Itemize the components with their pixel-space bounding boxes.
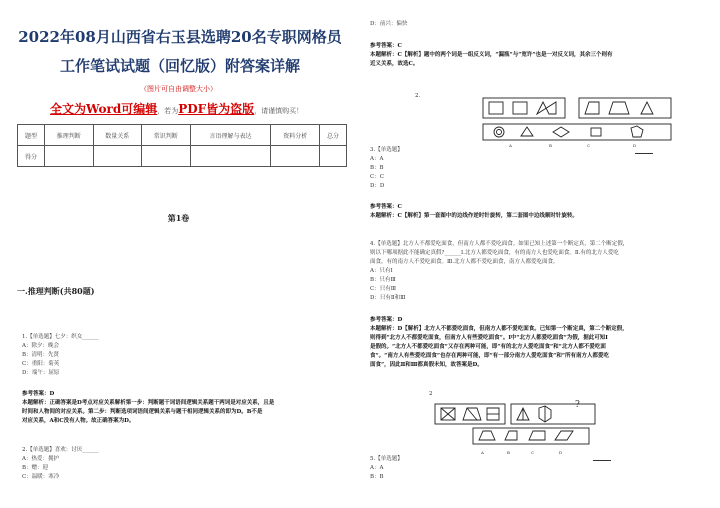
fig-label: A [509,143,512,148]
q3-option: C：C [370,174,384,180]
q4-text: 4.【单选题】北方人不都爱吃面食，但南方人都不爱吃面食。如果已知上述第一个断定真，第二个断定假， [370,241,629,247]
left-page [0,0,357,508]
copy-red-1: 全文为Word可编辑 [50,102,158,116]
q1-option: D：端午：屈原 [22,370,60,376]
q4-explain: 本题解析：D【解析】北方人不都爱吃面食，但南方人都不爱吃面食。已知第一个断定真，第二个断定假， [370,326,628,332]
q3-text: 3.【单选题】 [370,147,403,153]
q3-option: A：A [370,156,384,162]
q5-blank [593,460,611,461]
fig-label: A [481,450,484,455]
q1-explain: 本题解析：正确答案是D考点对应关系解析第一步：判断题干词语间逻辑关系题干两词是对应关系，且是 [22,400,275,406]
figure-number: 2. [415,93,421,99]
q5-option: A：A [370,465,384,471]
fig-label: D [633,143,637,148]
q4-option: D：只有Ⅱ和Ⅲ [370,295,406,301]
prev-option-d: D：前兴：偏快 [370,21,408,27]
score-header: 数量关系 [93,125,142,146]
copy-red-2: PDF皆为盗版 [178,102,255,116]
score-row [18,146,347,167]
section-heading: 一.推理判断(共80题) [17,286,95,296]
fig-label: B [549,143,552,148]
score-cell [271,146,320,167]
volume-label: 第1卷 [167,213,190,223]
figure-q5 [433,400,623,450]
question-mark: ? [575,400,580,410]
score-cell [142,146,191,167]
score-header: 总分 [319,125,346,146]
score-cell: 得分 [18,146,45,167]
q4-explain: 是假的。“北方人不都爱吃面食”又存在两种可能，即“有的北方人爱吃面食”和“北方人都不爱吃面 [370,344,606,350]
score-cell [44,146,93,167]
answer-c: 参考答案：C [370,43,402,49]
q5-text: 5.【单选题】 [370,456,403,462]
q1-option: A：除夕：晚会 [22,343,59,349]
score-header-row [18,125,347,146]
doc-title-line2: 工作笔试试题（回忆版）附答案详解 [59,57,300,75]
right-page [363,0,720,508]
score-header: 常识判断 [142,125,191,146]
q5-option: B：B [370,474,384,480]
score-header: 言语理解与表达 [190,125,271,146]
q1-explain: 对应关系，A和C没有人物。故正确答案为D。 [22,418,135,424]
copy-small: ，请谨慎购买！ [254,107,304,115]
q3-option: D：D [370,183,385,189]
copyright-line [50,100,350,117]
score-cell [93,146,142,167]
q4-text: 则以下哪项据此不能确定真假?______Ⅰ.北方人都爱吃面食，有的南方人也爱吃面食。Ⅱ.有的北方人爱吃 [370,250,619,256]
score-table [17,124,347,167]
q3-option: B：B [370,165,384,171]
explain-c: 近义关系，故选C。 [370,61,419,67]
q1-option: B：清明：先贤 [22,352,60,358]
q4-option: B：只有Ⅲ [370,277,396,283]
q4-explain: 面食”，因此Ⅱ和Ⅲ都真假未知，故答案是D。 [370,362,483,368]
copy-mid: ，若为 [157,107,179,115]
q2-option: B：赠：迎 [22,465,49,471]
q4-answer: 参考答案：D [370,317,403,323]
fig-label: C [587,143,591,148]
fig-label: D [559,450,563,455]
q4-explain: 则得到“北方人不都爱吃面食，但南方人有些爱吃面食”。Ⅰ中“北方人都爱吃面食”为假，据此可知Ⅰ [370,335,608,341]
q3-blank [635,153,653,154]
q2-option: C：温暖：寒冷 [22,474,60,480]
q4-explain: 食”。“南方人有些爱吃面食”也存在两种可能，即“有一部分南方人爱吃面食”和“所有南方人都爱吃 [370,353,609,359]
q2-option: A：热爱：拥护 [22,456,59,462]
q3-explain: 本题解析：C【解析】第一套图中的边线作逆时针旋转，第二套图中边线顺时针旋转。 [370,213,578,219]
q1-text: 1.【单选题】七夕：织女______ [22,334,99,340]
score-cell [190,146,271,167]
score-cell [319,146,346,167]
q3-answer: 参考答案：C [370,204,402,210]
q2-text: 2.【单选题】喜欢：讨厌______ [22,447,99,453]
score-header: 题型 [18,125,45,146]
figure-number-q5: 2 [429,391,433,397]
q4-option: A：只有Ⅰ [370,268,393,274]
image-note: （图片可自由调整大小） [140,85,217,93]
q1-explain: 时间和人物间的对应关系。第二步：判断选项词语间逻辑关系与题干相同逻辑关系的即为D。B不是 [22,409,263,415]
q4-option: C：只有Ⅲ [370,286,397,292]
score-header: 资料分析 [271,125,320,146]
score-header: 推理判断 [44,125,93,146]
q1-option: C：重阳：菊英 [22,361,60,367]
q4-text: 面食，有的南方人不爱吃面食。Ⅲ.北方人都不爱吃面食，南方人都爱吃面食。 [370,259,559,265]
doc-title-line1: 2022年08月山西省右玉县选聘20名专职网格员 [18,28,342,46]
explain-c: 本题解析：C【解析】题中的两个词是一组反义词，“漏瓶”与“宽许”也是一对反义词，其余三个则有 [370,52,613,58]
fig-label: B [507,450,510,455]
fig-label: C [531,450,535,455]
q1-answer: 参考答案：D [22,391,55,397]
